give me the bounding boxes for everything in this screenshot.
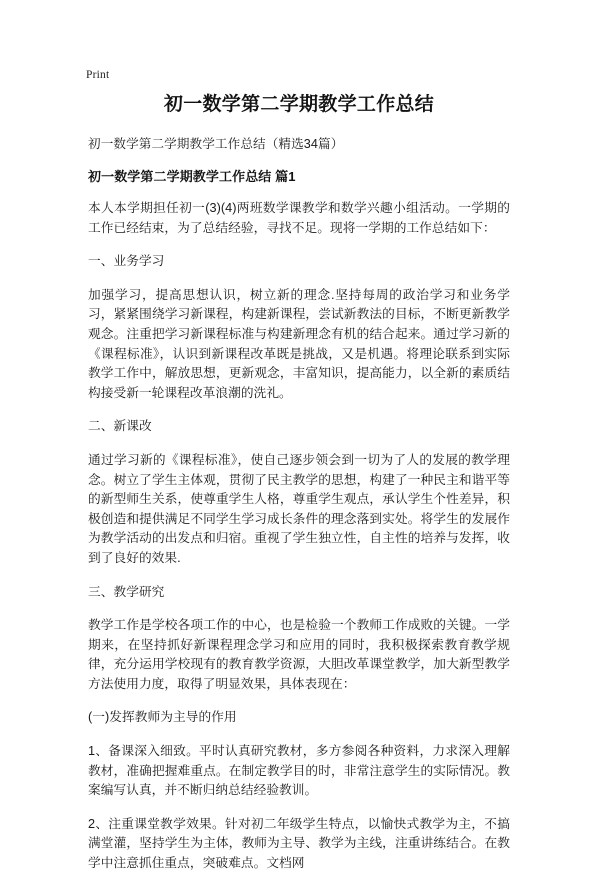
paragraph: 本人本学期担任初一(3)(4)两班数学课教学和数学兴趣小组活动。一学期的工作已经结束，为了总结经验，寻找不足。现将一学期的工作总结如下： bbox=[88, 201, 510, 235]
section-heading: 一、业务学习 bbox=[88, 254, 165, 269]
section-heading: 三、教学研究 bbox=[88, 584, 165, 599]
page-title: 初一数学第二学期教学工作总结 bbox=[163, 94, 435, 115]
paragraph: 1、备课深入细致。平时认真研究教材，多方参阅各种资料，力求深入理解教材，准确把握难重点。在制定教学目的时，非常注意学生的实际情况。教案编写认真，并不断归纳总结经验教训。 bbox=[88, 744, 510, 798]
document-content bbox=[88, 92, 510, 888]
article-body bbox=[88, 199, 510, 874]
paragraph: 教学工作是学校各项工作的中心，也是检验一个教师工作成败的关键。一学期来，在坚持抓好新课程理念学习和应用的同时，我积极探索教育教学规律，充分运用学校现有的教育教学资源，大胆改革课堂教学，加大新型教学方法使用力度，取得了明显效果，具体表现在： bbox=[88, 618, 510, 691]
article-heading: 初一数学第二学期教学工作总结 篇1 bbox=[88, 169, 296, 184]
section-heading: 二、新课改 bbox=[88, 419, 152, 434]
sub-section-heading: (一)发挥教师为主导的作用 bbox=[88, 710, 237, 725]
paragraph: 通过学习新的《课程标准》，使自己逐步领会到一切为了人的发展的教学理念。树立了学生主体观，贯彻了民主教学的思想，构建了一种民主和谐平等的新型师生关系，使尊重学生人格，尊重学生观点，承认学生个性差异，积极创造和提供满足不同学生学习成长条件的理念落到实处。将学生的发展作为教学活动的出发点和归宿。重视了学生独立性，自主性的培养与发挥，收到了良好的效果. bbox=[88, 452, 510, 565]
document-subtitle: 初一数学第二学期教学工作总结（精选34篇） bbox=[88, 137, 344, 151]
paragraph: 加强学习，提高思想认识，树立新的理念.坚持每周的政治学习和业务学习，紧紧围绕学习新课程，构建新课程，尝试新教法的目标，不断更新教学观念。注重把学习新课程标准与构建新理念有机的结合起来。通过学习新的《课程标准》，认识到新课程改革既是挑战，又是机遇。将理论联系到实际教学工作中，解放思想，更新观念，丰富知识，提高能力，以全新的素质结构接受新一轮课程改革浪潮的洗礼。 bbox=[88, 287, 510, 400]
paragraph: 2、注重课堂教学效果。针对初二年级学生特点，以愉快式教学为主，不搞满堂灌，坚持学生为主体，教师为主导、教学为主线，注重讲练结合。在教学中注意抓住重点，突破难点。文档网 bbox=[88, 816, 510, 871]
print-link[interactable]: Print bbox=[86, 69, 110, 81]
